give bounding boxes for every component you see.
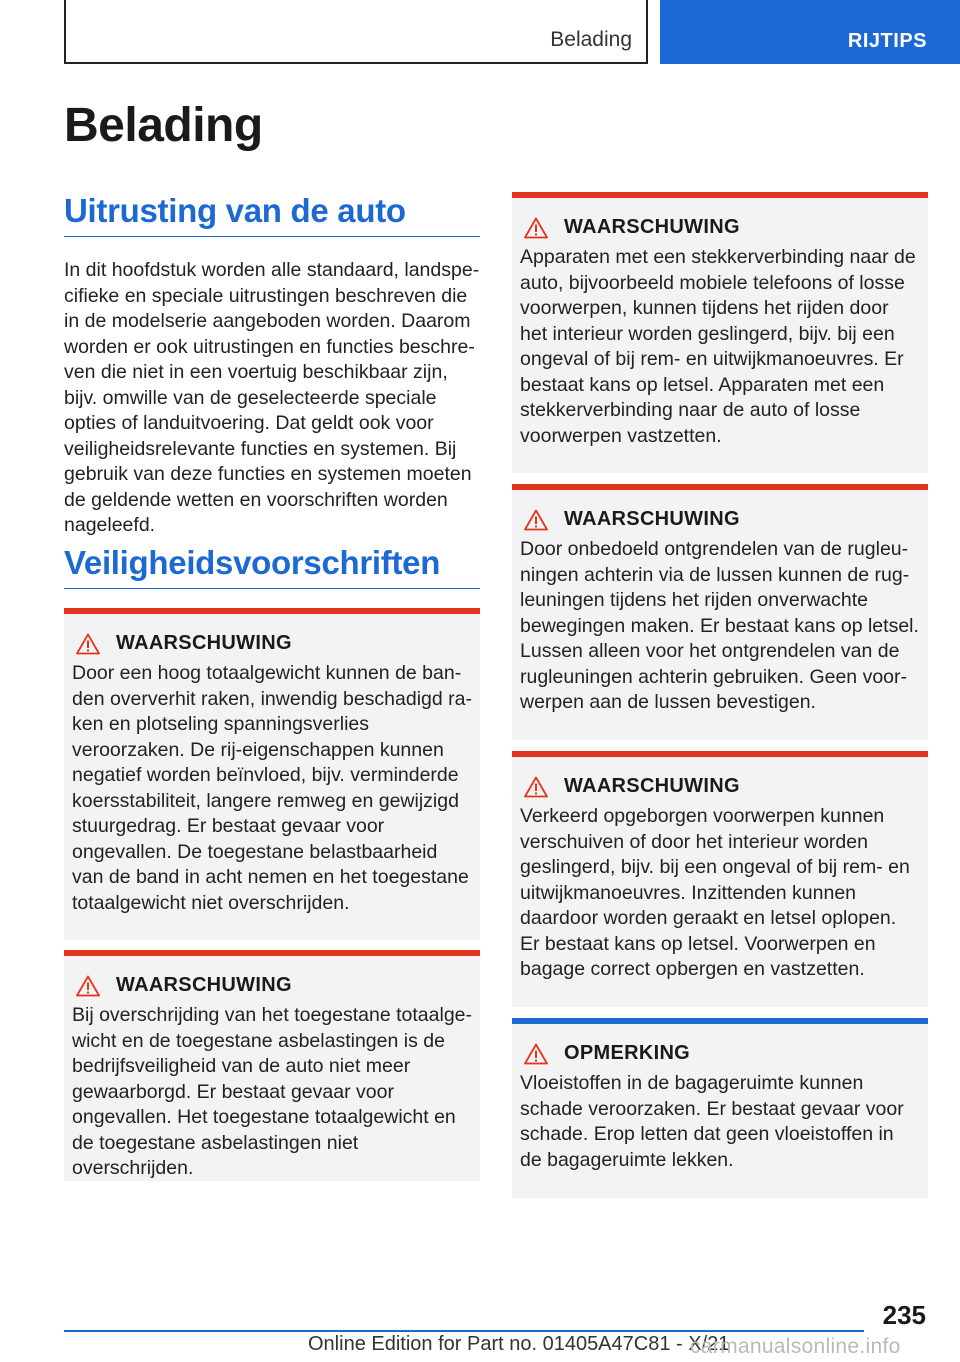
warning-box-header bbox=[72, 974, 472, 997]
footer-edition: Online Edition for Part no. 01405A47C81 - X/21 bbox=[308, 1333, 730, 1355]
page-title: Belading bbox=[64, 99, 263, 152]
note-box-header bbox=[520, 1042, 920, 1065]
warning-triangle-icon bbox=[76, 633, 100, 655]
warning-text: Door onbedoeld ontgrendelen van de rugleuningen achterin via de lussen kunnen de rugleuningen tijdens het rijden onverwachte bewegingen maken. Er bestaat kans op letsel. Lussen alleen voor het ontgrendelen van de rugleuningen achterin gebruiken. Geen voorwerpen aan de lussen bevestigen. bbox=[520, 538, 919, 713]
warning-triangle-icon bbox=[524, 1043, 548, 1065]
page-number: 235 bbox=[882, 1300, 926, 1330]
section-heading-equipment: Uitrusting van de auto bbox=[64, 192, 480, 237]
warning-text: Apparaten met een stekkerverbinding naar de auto, bijvoorbeeld mobiele telefoons of losse voorwerpen, kunnen tijdens het rijden door het interieur worden geslingerd, bijv. bij een ongeval of bij rem- en uitwijkmanoeuvres. Er bestaat kans op letsel. Apparaten met een stekkerverbinding naar de auto of losse voorwerpen vastzetten. bbox=[520, 246, 916, 447]
watermark: carmanualsonline.info bbox=[690, 1335, 901, 1358]
warning-box-header bbox=[520, 216, 920, 239]
warning-box-1 bbox=[64, 608, 480, 940]
warning-box-2 bbox=[64, 950, 480, 1181]
warning-box-5 bbox=[512, 751, 928, 1007]
warning-text: Verkeerd opgeborgen voorwerpen kunnen verschuiven of door het interieur worden geslingerd, bijv. bij een ongeval of bij rem- en uitwijkmanoeuvres. Inzittenden kunnen daardoor worden geraakt en letsel oplopen. Er bestaat kans op letsel. Voorwerpen en bagage correct opbergen en vastzetten. bbox=[520, 805, 910, 980]
footer-divider bbox=[64, 1330, 864, 1332]
header-chapter-tab bbox=[660, 0, 960, 64]
section-body-equipment: In dit hoofdstuk worden alle standaard, landspecifieke en speciale uitrustingen beschreven die in de modelserie aangeboden worden. Daarom worden er ook uitrustingen en functies beschreven die niet in een voertuig beschikbaar zijn, bijv. omwille van de geselecteerde speciale opties of landuitvoering. Dat geldt ook voor veiligheidsrelevante functies en systemen. Bij gebruik van deze functies en systemen moeten de geldende wetten en voorschriften worden nageleefd. bbox=[64, 259, 480, 536]
warning-box-header bbox=[520, 775, 920, 798]
warning-triangle-icon bbox=[524, 509, 548, 531]
warning-text: Door een hoog totaalgewicht kunnen de banden oververhit raken, inwendig beschadigd raken en plotseling spanningsverlies veroorzaken. De rij-eigenschappen kunnen negatief worden beïnvloed, bijv. verminderde koersstabiliteit, langere remweg en gewijzigd stuurgedrag. Er bestaat gevaar voor ongevallen. De toegestane belastbaarheid van de band in acht nemen en het toegestane totaalgewicht niet overschrijden. bbox=[72, 662, 472, 914]
note-text: Vloeistoffen in de bagageruimte kunnen schade veroorzaken. Er bestaat gevaar voor schade. Erop letten dat geen vloeistoffen in de bagageruimte lekken. bbox=[520, 1072, 904, 1171]
header-chapter-label: RIJTIPS bbox=[847, 30, 927, 52]
warning-triangle-icon bbox=[524, 217, 548, 239]
warning-label: WAARSCHUWING bbox=[564, 508, 740, 530]
warning-triangle-icon bbox=[76, 975, 100, 997]
warning-box-4 bbox=[512, 484, 928, 740]
warning-label: WAARSCHUWING bbox=[116, 632, 292, 654]
header-section-box bbox=[64, 0, 648, 64]
section-heading-safety: Veiligheidsvoorschriften bbox=[64, 544, 480, 589]
note-box bbox=[512, 1018, 928, 1198]
header-section-title: Belading bbox=[550, 28, 632, 51]
warning-triangle-icon bbox=[524, 776, 548, 798]
warning-label: WAARSCHUWING bbox=[116, 974, 292, 996]
warning-box-header bbox=[520, 508, 920, 531]
warning-label: WAARSCHUWING bbox=[564, 775, 740, 797]
warning-text: Bij overschrijding van het toegestane totaalgewicht en de toegestane asbelastingen is de bedrijfsveiligheid van de auto niet meer gewaarborgd. Er bestaat gevaar voor ongevallen. Het toegestane totaalgewicht en de toegestane asbelastingen niet overschrijden. bbox=[72, 1004, 473, 1179]
warning-box-header bbox=[72, 632, 472, 655]
warning-box-3 bbox=[512, 192, 928, 473]
note-label: OPMERKING bbox=[564, 1042, 691, 1064]
warning-label: WAARSCHUWING bbox=[564, 216, 740, 238]
